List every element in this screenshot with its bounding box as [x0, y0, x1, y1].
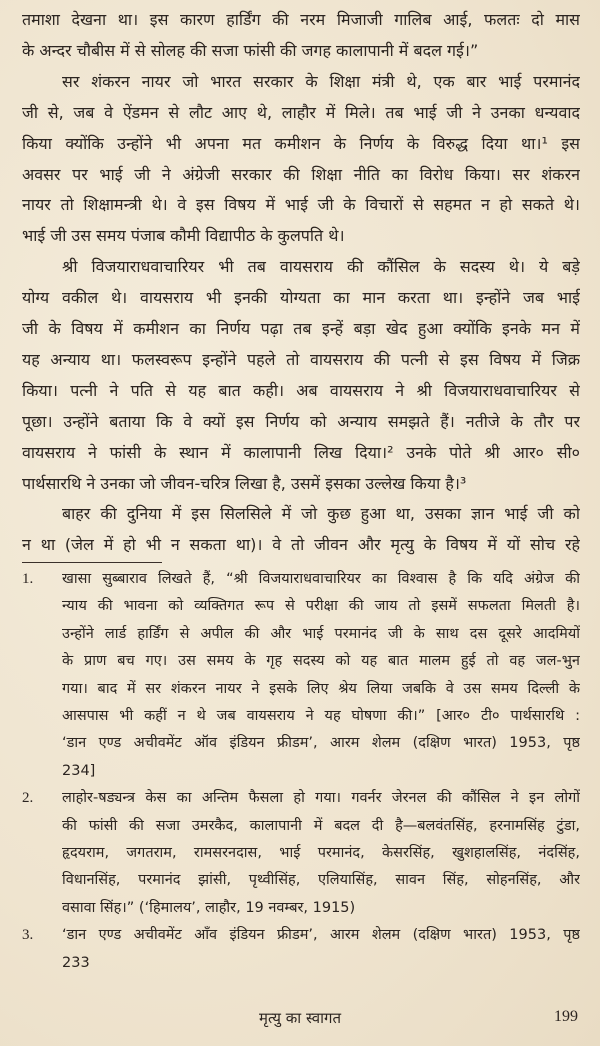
footnote-2-line: हृदयराम, जगतराम, रामसरनदास, भाई परमानंद, केसरसिंह, खुशहालसिंह, नंदसिंह,	[62, 845, 580, 861]
paragraph-3-line: श्री विजयाराधवाचारियर भी तब वायसराय की कौंसिल के सदस्य थे। ये बड़े	[62, 257, 580, 277]
paragraph-1-line: के अन्दर चौबीस में से सोलह की सजा फांसी की जगह कालापानी में बदल गई।”	[22, 40, 479, 60]
paragraph-3-line: वायसराय ने फांसी के स्थान में कालापानी लिख दिया।² उनके पोते श्री आर० सी०	[22, 442, 580, 462]
footnote-3-line: ‘डान एण्ड अचीवमेंट आँव इंडियन फ्रीडम’, आरम शेलम (दक्षिण भारत) 1953, पृष्ठ	[62, 927, 580, 944]
footnote-1-line: गया। बाद में सर शंकरन नायर ने इसके लिए श्रेय लिया जबकि वे उस समय दिल्ली के	[62, 680, 580, 697]
footnote-1-line: खासा सुब्बाराव लिखते हैं, “श्री विजयाराधवाचारियर का विश्वास है कि यदि अंग्रेज की	[62, 571, 580, 587]
paragraph-3-line: योग्य वकील थे। वायसराय भी इनकी योग्यता का मान करता था। इन्होंने जब भाई	[22, 288, 580, 308]
footnote-3-line: 233	[62, 954, 90, 971]
footnote-1-line: न्याय की भावना को व्यक्तिगत रूप से परीक्षा की जाय तो इसमें सफलता मिलती है।	[62, 598, 580, 615]
paragraph-3-line: जी के विषय में कमीशन का निर्णय पढ़ा तब इन्हें बड़ा खेद हुआ क्योंकि इनके मन में	[22, 319, 580, 338]
footnote-1-line: आसपास भी कहीं न थे जब वायसराय ने यह घोषणा की।” [आर० टी० पार्थसारथि :	[62, 708, 580, 724]
paragraph-3-line: पूछा। उन्होंने बताया कि वे क्यों इस निर्णय को अन्याय समझते हैं। नतीजे के तौर पर	[22, 411, 580, 431]
paragraph-1-line: तमाशा देखना था। इस कारण हार्डिंग की नरम मिजाजी गालिब आई, फलतः दो मास	[22, 10, 580, 29]
paragraph-4-line: न था (जेल में हो भी न सकता था)। वे तो जीवन और मृत्यु के विषय में यों सोच रहे	[22, 535, 580, 555]
paragraph-2-line: भाई जी उस समय पंजाब कौमी विद्यापीठ के कुलपति थे।	[22, 226, 345, 246]
paragraph-2-line: जी से, जब वे ऐंडमन से लौट आए थे, लाहौर में मिले। तब भाई जी ने उनका धन्यवाद	[22, 102, 580, 122]
footnote-1-line: 234]	[62, 762, 96, 779]
footnote-1-number: 1.	[22, 571, 34, 587]
footnote-2-line: लाहोर-षड्यन्त्र केस का अन्तिम फैसला हो गया। गवर्नर जेरनल की कौंसिल ने इन लोगों	[62, 790, 580, 807]
footnote-2-number: 2.	[22, 790, 34, 807]
footnote-2-line: वसावा सिंह।” (‘हिमालय’, लाहौर, 19 नवम्बर, 1915)	[62, 899, 356, 916]
paragraph-3-line: किया। पत्नी ने पति से यह बात कही। अब वायसराय ने श्री विजयाराधवाचारियर से	[22, 380, 580, 400]
paragraph-4-line: बाहर की दुनिया में इस सिलसिले में जो कुछ हुआ था, उसका ज्ञान भाई जी को	[62, 504, 580, 524]
footnote-2-line: विधानसिंह, परमानंद झांसी, पृथ्वीसिंह, एलियासिंह, सावन सिंह, सोहनसिंह, और	[62, 872, 580, 889]
paragraph-2-line: किया क्योंकि उन्होंने भी अपना मत कमीशन के निर्णय के विरुद्ध दिया था।¹ इस	[22, 133, 580, 153]
paragraph-2-line: नायर तो शिक्षामन्त्री थे। वे इस विषय में भाई जी के विचारों से सहमत न हो सकते थे।	[22, 195, 580, 215]
footnote-2-line: की फांसी की सजा उमरकैद, कालापानी में बदल दी है—बलवंतसिंह, हरनामसिंह टुंडा,	[62, 817, 580, 834]
running-footer-title: मृत्यु का स्वागत	[258, 1009, 342, 1027]
footnote-1-line: के प्राण बच गए। उस समय के गृह सदस्य को यह बात मालम हुई तो वह जल-भुन	[62, 653, 580, 670]
paragraph-2-line: अवसर पर भाई जी ने अंग्रेजी सरकार की शिक्षा नीति का विरोध किया। सर शंकरन	[22, 164, 580, 184]
paragraph-3-line: यह अन्याय था। फलस्वरूप इन्होंने पहले तो वायसराय की पत्नी से इस विषय में जिक्र	[22, 349, 580, 369]
paragraph-2-line: सर शंकरन नायर जो भारत सरकार के शिक्षा मंत्री थे, एक बार भाई परमानंद	[62, 71, 580, 91]
footnote-1-line: ‘डान एण्ड अचीवमेंट ऑव इंडियन फ्रीडम’, आरम शेलम (दक्षिण भारत) 1953, पृष्ठ	[62, 735, 580, 752]
footnote-1-line: उन्होंने लार्ड हार्डिंग से अपील की और भाई परमानंद जी के साथ दस दूसरे आदमियों	[62, 625, 580, 642]
paragraph-3-line: पार्थसारथि ने उनका जो जीवन-चरित्र लिखा है, उसमें इसका उल्लेख किया है।³	[22, 473, 467, 493]
footnote-divider	[22, 562, 162, 563]
page-number: 199	[554, 1008, 578, 1025]
footnote-3-number: 3.	[22, 927, 34, 944]
